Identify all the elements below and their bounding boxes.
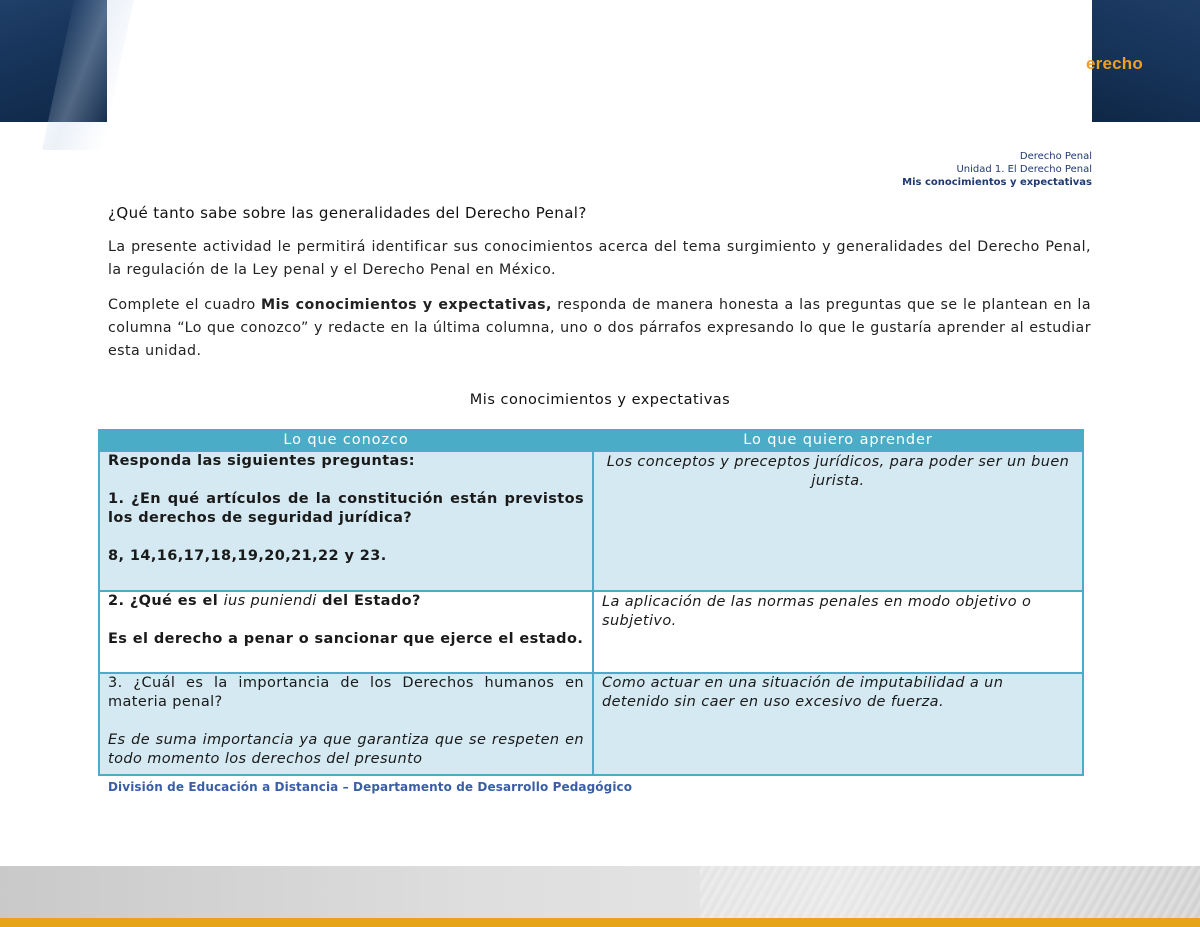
table-row — [99, 591, 1083, 673]
footer-band — [0, 866, 1200, 918]
question-text: 3. ¿Cuál es la importancia de los Derechos humanos en materia penal? — [108, 675, 584, 710]
header-banner-right — [1086, 0, 1200, 122]
learn-text: La aplicación de las normas penales en modo objetivo o subjetivo. — [602, 594, 1032, 629]
table-row — [99, 451, 1083, 591]
questions-intro: Responda las siguientes preguntas: — [108, 453, 415, 469]
column-header-known: Lo que conozco — [99, 430, 593, 451]
question-text-end: del Estado? — [316, 593, 421, 609]
intro-paragraph: La presente actividad le permitirá identificar sus conocimientos acerca del tema surgimiento y generalidades del Derecho Penal, la regulación de la Ley penal y el Derecho Penal en México. — [108, 239, 1091, 278]
known-cell-content — [108, 674, 584, 771]
header-banner-left — [0, 0, 107, 122]
footer-gold-line — [0, 918, 1200, 927]
answer-text: 8, 14,16,17,18,19,20,21,22 y 23. — [108, 548, 387, 564]
answer-text: Es de suma importancia ya que garantiza que se respeten en todo momento los derechos del presunto — [108, 732, 584, 767]
instructions-paragraph — [108, 294, 1091, 363]
footer-department: División de Educación a Distancia – Departamento de Desarrollo Pedagógico — [108, 780, 633, 794]
learn-cell — [593, 673, 1083, 775]
breadcrumb — [902, 150, 1092, 189]
table-row — [99, 673, 1083, 775]
learn-text: Los conceptos y preceptos jurídicos, para poder ser un buen jurista. — [606, 454, 1070, 489]
known-cell — [99, 591, 593, 673]
intro-section — [108, 204, 1091, 375]
learn-text: Como actuar en una situación de imputabilidad a un detenido sin caer en uso excesivo de fuerza. — [602, 675, 1004, 710]
table-title: Mis conocimientos y expectativas — [469, 392, 731, 408]
instructions-text-end: responda de manera honesta a las preguntas que se le plantean en la columna “Lo que conozco” y redacte en la última columna, uno o dos párrafos expresando lo que le gustaría aprender al estudiar esta unidad. — [108, 297, 1091, 359]
known-cell — [99, 451, 593, 591]
answer-text: Es el derecho a penar o sancionar que ejerce el estado. — [108, 631, 584, 647]
known-cell — [99, 673, 593, 775]
question-text — [108, 592, 584, 611]
learn-cell — [593, 451, 1083, 591]
learn-cell — [593, 591, 1083, 673]
page-heading: ¿Qué tanto sabe sobre las generalidades del Derecho Penal? — [108, 204, 587, 222]
breadcrumb-activity: Mis conocimientos y expectativas — [902, 177, 1092, 188]
breadcrumb-unit: Unidad 1. El Derecho Penal — [956, 164, 1092, 175]
question-italic-term: ius puniendi — [223, 593, 317, 609]
table-header-row — [99, 430, 1083, 451]
instructions-bold-title: Mis conocimientos y expectativas, — [261, 297, 552, 313]
question-text: 1. ¿En qué artículos de la constitución están previstos los derechos de seguridad jurídica? — [108, 491, 584, 526]
brand-logo-text: erecho — [1086, 54, 1143, 73]
breadcrumb-subject: Derecho Penal — [1019, 151, 1092, 162]
column-header-learn: Lo que quiero aprender — [593, 430, 1083, 451]
question-text-start: 2. ¿Qué es el — [108, 593, 224, 609]
instructions-text-start: Complete el cuadro — [108, 297, 262, 313]
knowledge-table — [98, 429, 1084, 776]
